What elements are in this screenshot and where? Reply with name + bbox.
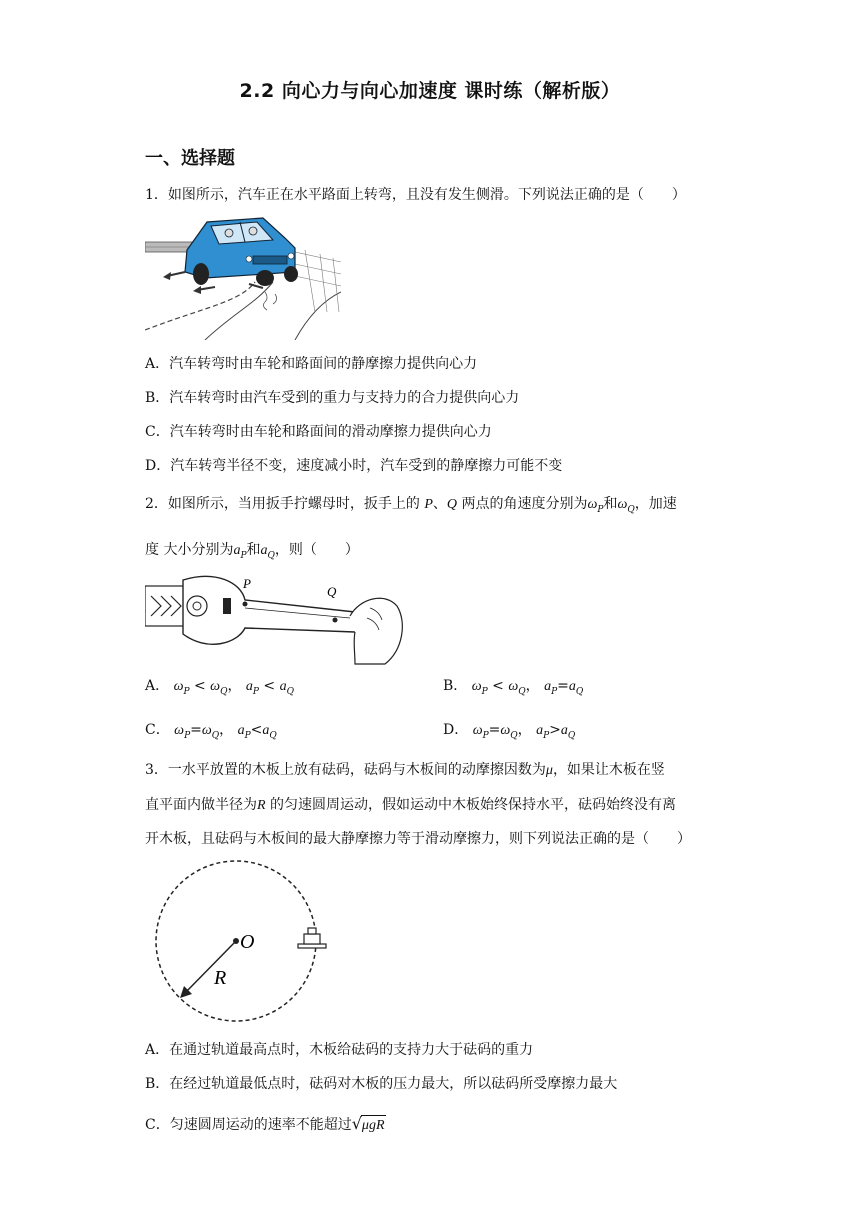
q2-stem-line2: 度 大小分别为$a_P$和$a_Q$，则（ ） bbox=[145, 542, 359, 561]
car-turning-figure bbox=[145, 212, 341, 340]
q1-option-a: A．汽车转弯时由车轮和路面间的静摩擦力提供向心力 bbox=[145, 356, 478, 372]
q3-stem-line1: 3．一水平放置的木板上放有砝码，砝码与木板间的动摩擦因数为μ，如果让木板在竖 bbox=[145, 762, 665, 778]
q3-option-c: C．匀速圆周运动的速率不能超过√μgR bbox=[145, 1114, 386, 1136]
q3-stem-line2: 直平面内做半径为R 的匀速圆周运动，假如运动中木板始终保持水平，砝码始终没有离 bbox=[145, 797, 677, 813]
q1-stem: 1．如图所示，汽车正在水平路面上转弯，且没有发生侧滑。下列说法正确的是（ ） bbox=[145, 187, 686, 203]
q1-option-b: B．汽车转弯时由汽车受到的重力与支持力的合力提供向心力 bbox=[145, 390, 520, 406]
center-label-o: O bbox=[240, 931, 255, 953]
page-title: 2.2 向心力与向心加速度 课时练（解析版） bbox=[239, 80, 621, 102]
q2-option-a: A． $\omega_P < \omega_Q$， $a_P < a_Q$ bbox=[145, 678, 294, 697]
radius-label-r: R bbox=[214, 967, 227, 989]
q3-option-a: A．在通过轨道最高点时，木板给砝码的支持力大于砝码的重力 bbox=[145, 1042, 534, 1058]
wrench-figure bbox=[145, 572, 407, 668]
wrench-label-p: P bbox=[243, 576, 251, 591]
wrench-label-q: Q bbox=[327, 584, 337, 599]
circular-motion-figure bbox=[150, 858, 340, 1028]
q2-option-c: C． $\omega_P=\omega_Q$， $a_P<a_Q$ bbox=[145, 722, 277, 741]
q1-option-d: D．汽车转弯半径不变，速度减小时，汽车受到的静摩擦力可能不变 bbox=[145, 458, 563, 474]
q3-option-b: B．在经过轨道最低点时，砝码对木板的压力最大，所以砝码所受摩擦力最大 bbox=[145, 1076, 618, 1092]
q2-option-d: D． $\omega_P=\omega_Q$， $a_P>a_Q$ bbox=[443, 722, 576, 741]
q2-option-b: B． $\omega_P < \omega_Q$， $a_P=a_Q$ bbox=[443, 678, 584, 697]
q1-option-c: C．汽车转弯时由车轮和路面间的滑动摩擦力提供向心力 bbox=[145, 424, 492, 440]
q3-stem-line3: 开木板，且砝码与木板间的最大静摩擦力等于滑动摩擦力，则下列说法正确的是（ ） bbox=[145, 831, 691, 847]
section-heading: 一、选择题 bbox=[145, 148, 235, 169]
q2-stem-line1: 2．如图所示，当用扳手拧螺母时，扳手上的 P、Q 两点的角速度分别为$\omega_P$和$\omega_Q$，加速 bbox=[145, 496, 677, 515]
